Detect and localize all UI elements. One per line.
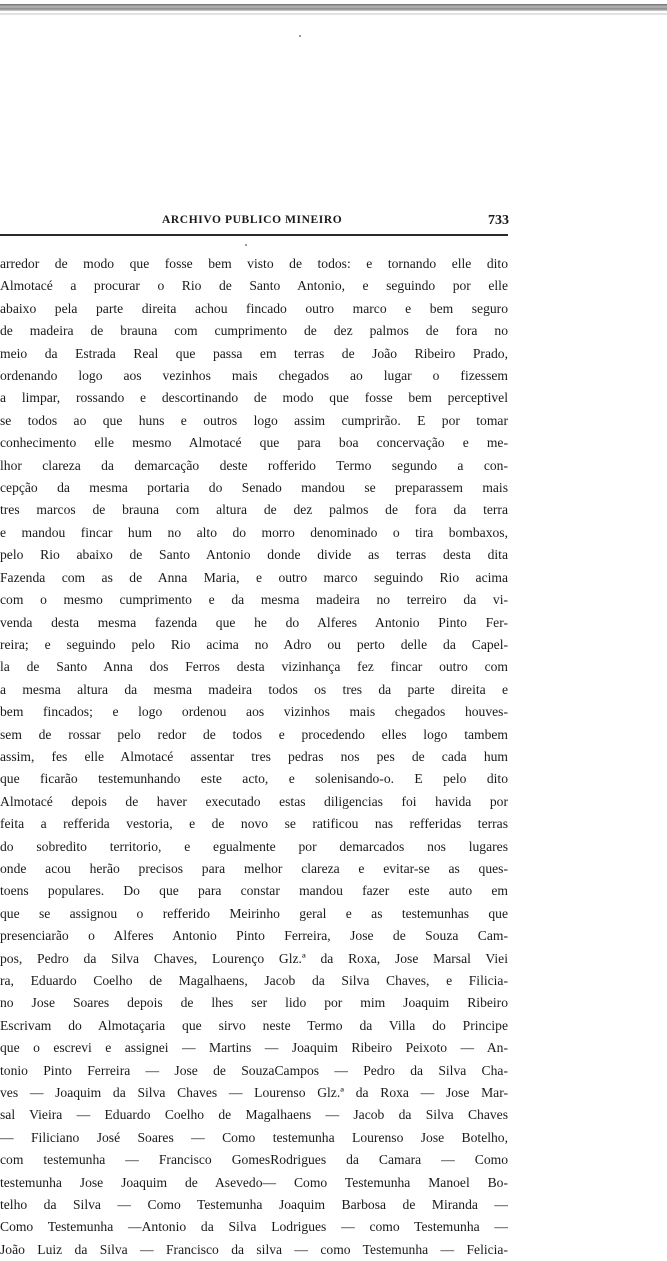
text-line: com o mesmo cumprimento e da mesma madeira no terreiro da vi- xyxy=(0,592,508,608)
running-title: ARCHIVO PUBLICO MINEIRO xyxy=(162,214,343,226)
text-line: a limpar, rossando e descortinando de modo que fosse bem perceptivel xyxy=(0,390,508,406)
text-line: presenciarão o Alferes Antonio Pinto Ferreira, Jose de Souza Cam- xyxy=(0,928,508,944)
text-line: sem de rossar pelo redor de todos e procedendo elles logo tambem xyxy=(0,726,508,742)
text-line: Escrivam do Almotaçaria que sirvo neste Termo da Villa do Principe xyxy=(0,1017,508,1033)
text-line: conhecimento elle mesmo Almotacé que para boa concervação e me- xyxy=(0,435,508,451)
text-line: com testemunha — Francisco GomesRodrigues da Camara — Como xyxy=(0,1152,508,1168)
text-line: meio da Estrada Real que passa em terras de João Ribeiro Prado, xyxy=(0,345,508,361)
text-line: feita a refferida vestoria, e de novo se ratificou nas refferidas terras xyxy=(0,816,508,832)
text-line: toens populares. Do que para constar mandou fazer este auto em xyxy=(0,883,508,899)
paper-speck xyxy=(299,35,301,37)
text-line: de madeira de brauna com cumprimento de dez palmos de fora no xyxy=(0,323,508,339)
text-line: — Filiciano José Soares — Como testemunha Lourenso Jose Botelho, xyxy=(0,1129,508,1145)
text-line: pelo Rio abaixo de Santo Antonio donde divide as terras desta dita xyxy=(0,547,508,563)
text-line: João Luiz da Silva — Francisco da silva — como Testemunha — Felicia- xyxy=(0,1241,508,1257)
text-line: la de Santo Anna dos Ferros desta vizinhança fez fincar outro com xyxy=(0,659,508,675)
text-line: tonio Pinto Ferreira — Jose de SouzaCampos — Pedro da Silva Cha- xyxy=(0,1062,508,1078)
text-line: venda desta mesma fazenda que he do Alferes Antonio Pinto Fer- xyxy=(0,614,508,630)
text-line: Como Testemunha —Antonio da Silva Lodrigues — como Testemunha — xyxy=(0,1219,508,1235)
text-line: Fazenda com as de Anna Maria, e outro marco seguindo Rio acima xyxy=(0,569,508,585)
text-line: no Jose Soares depois de lhes ser lido por mim Joaquim Ribeiro xyxy=(0,995,508,1011)
text-line: do sobredito territorio, e egualmente por demarcados nos lugares xyxy=(0,838,508,854)
text-line: ra, Eduardo Coelho de Magalhaens, Jacob da Silva Chaves, e Filicia- xyxy=(0,973,508,988)
text-line: Almotacé depois de haver executado estas diligencias foi havida por xyxy=(0,793,508,809)
text-line: bem fincados; e logo ordenou aos vizinhos mais chegados houves- xyxy=(0,704,508,720)
text-line: pos, Pedro da Silva Chaves, Lourenço Glz.ª da Roxa, Jose Marsal Viei xyxy=(0,950,508,966)
text-line: ordenando logo aos vezinhos mais chegados ao lugar o fizessem xyxy=(0,368,508,384)
text-line: e mandou fincar hum no alto do morro denominado o tira bombaxos, xyxy=(0,524,508,540)
page-top-edge-shadow xyxy=(0,13,667,15)
text-line: testemunha Jose Joaquim de Asevedo— Como Testemunha Manoel Bo- xyxy=(0,1174,508,1190)
text-line: cepção da mesma portaria do Senado mandou se preparassem mais xyxy=(0,480,508,496)
body-text xyxy=(0,253,508,1261)
text-line: onde acou herão precisos para melhor clareza e evitar-se as ques- xyxy=(0,860,508,876)
text-line: que ficarão testemunhando este acto, e solenisando-o. E pelo dito xyxy=(0,771,508,787)
text-line: telho da Silva — Como Testemunha Joaquim Barbosa de Miranda — xyxy=(0,1197,508,1213)
text-line: que o escrevi e assignei — Martins — Joaquim Ribeiro Peixoto — An- xyxy=(0,1040,508,1056)
text-line: a mesma altura da mesma madeira todos os tres da parte direita e xyxy=(0,681,508,697)
paper-speck xyxy=(245,244,247,246)
page-top-edge xyxy=(0,4,667,11)
text-line: arredor de modo que fosse bem visto de todos: e tornando elle dito xyxy=(0,256,508,271)
text-line: se todos ao que huns e outros logo assim cumprirão. E por tomar xyxy=(0,412,508,428)
header-rule xyxy=(0,234,508,236)
text-line: lhor clareza da demarcação deste rofferido Termo segundo a con- xyxy=(0,457,508,473)
text-line: Almotacé a procurar o Rio de Santo Antonio, e seguindo por elle xyxy=(0,278,508,294)
text-line: abaixo pela parte direita achou fincado outro marco e bem seguro xyxy=(0,300,508,316)
text-line: tres marcos de brauna com altura de dez palmos de fora da terra xyxy=(0,502,508,518)
text-line: sal Vieira — Eduardo Coelho de Magalhaens — Jacob da Silva Chaves xyxy=(0,1107,508,1123)
text-line: reira; e seguindo pelo Rio acima no Adro ou perto delle da Capel- xyxy=(0,636,508,652)
running-head xyxy=(0,214,667,232)
text-line: ves — Joaquim da Silva Chaves — Lourenso Glz.ª da Roxa — Jose Mar- xyxy=(0,1085,508,1101)
page-number: 733 xyxy=(488,213,509,228)
text-line: que se assignou o refferido Meirinho geral e as testemunhas que xyxy=(0,905,508,921)
text-line: assim, fes elle Almotacé assentar tres pedras nos pes de cada hum xyxy=(0,748,508,764)
